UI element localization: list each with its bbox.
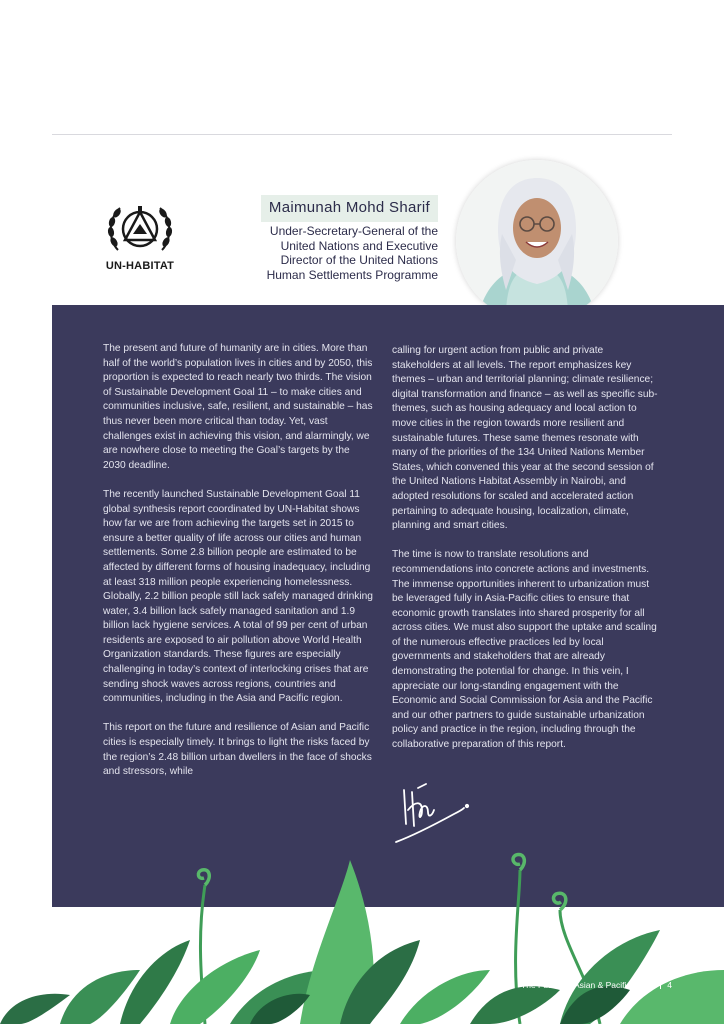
un-habitat-logo bbox=[98, 200, 182, 280]
footer-separator bbox=[660, 979, 661, 989]
top-divider bbox=[52, 134, 672, 135]
title-line: United Nations and Executive bbox=[280, 238, 438, 253]
un-emblem-icon bbox=[104, 200, 176, 258]
portrait-photo bbox=[456, 160, 618, 322]
author-name-box bbox=[261, 195, 438, 222]
paragraph: calling for urgent action from public and private stakeholders at all levels. The report emphasizes key themes – urban and territorial planning; climate resilience; digital transformation and finance – as well as specific sub-themes, such as housing adequacy and local action to move cities in the region towards more resilient and sustainable futures. These same themes resonate with many of the priorities of the 134 United Nations Member States, which convened this year at the second session of the United Nations Habitat Assembly in Nairobi, and adopted resolutions for scaled and accelerated action pertaining to adequate housing, localization, climate, planning and smart cities. bbox=[392, 345, 658, 532]
author-portrait bbox=[456, 160, 618, 322]
right-column bbox=[392, 344, 662, 767]
paragraph: The recently launched Sustainable Development Goal 11 global synthesis report coordinated by UN-Habitat shows how far we are from achieving the targets set in 2015 to ensure a better quality of life across our cities and human settlements. Some 2.8 billion people are estimated to be affected by different forms of housing inadequacy, including at least 318 million people experiencing homelessness. Globally, 2.2 billion people still lack safely managed drinking water, 3.4 billion lack safely managed sanitation and 1.9 billion lack hygiene services. A total of 99 per cent of urban residents are exposed to air pollution above World Health Organization standards. These figures are especially challenging in today’s context of interlocking crises that are sending shock waves across regions, countries and communities, including in the Asia and Pacific region. bbox=[103, 488, 373, 705]
title-line: Director of the United Nations bbox=[280, 253, 438, 267]
logo-text: UN-HABITAT bbox=[105, 260, 175, 272]
page-number: 4 bbox=[667, 980, 672, 990]
title-line: Under-Secretary-General of the bbox=[269, 224, 438, 238]
author-title bbox=[198, 224, 438, 282]
footer-report-title: The Future of Asian & Pacific Cities bbox=[521, 980, 655, 990]
paragraph: The present and future of humanity are in cities. More than half of the world’s population lives in cities and by 2050, this proportion is expected to reach nearly two thirds. The vision of Sustainable Development Goal 11 – to make cities and communities inclusive, safe, resilient, and sustainable – has thus never been more critical than today. Yet, vast challenges exist in achieving this vision, and alarmingly, we are nowhere close to meeting the Goal’s targets by the 2030 deadline. bbox=[103, 343, 373, 471]
title-line: Human Settlements Programme bbox=[266, 267, 438, 282]
left-column bbox=[103, 342, 375, 794]
author-name: Maimunah Mohd Sharif bbox=[268, 199, 430, 216]
page-footer bbox=[521, 979, 672, 990]
leaves-illustration bbox=[0, 840, 724, 1024]
paragraph: This report on the future and resilience of Asian and Pacific cities is especially timely. It brings to light the risks faced by the region’s 2.48 billion urban dwellers in the face of shocks and stressors, while bbox=[103, 722, 372, 778]
paragraph: The time is now to translate resolutions and recommendations into concrete actions and investments. The immense opportunities inherent to urbanization must be leveraged fully in Asia-Pacific cities to ensure that economic growth translates into shared prosperity for all across cities. We must also support the uptake and scaling of the numerous effective practices led by local governments and stakeholders that are already demonstrating the potential for change. In this vein, I appreciate our long-standing engagement with the Economic and Social Commission for Asia and the Pacific and our other partners to guide sustainable urbanization policy and practice in the region, including through the collaborative preparation of this report. bbox=[392, 549, 657, 751]
foliage-decoration bbox=[0, 840, 724, 1024]
